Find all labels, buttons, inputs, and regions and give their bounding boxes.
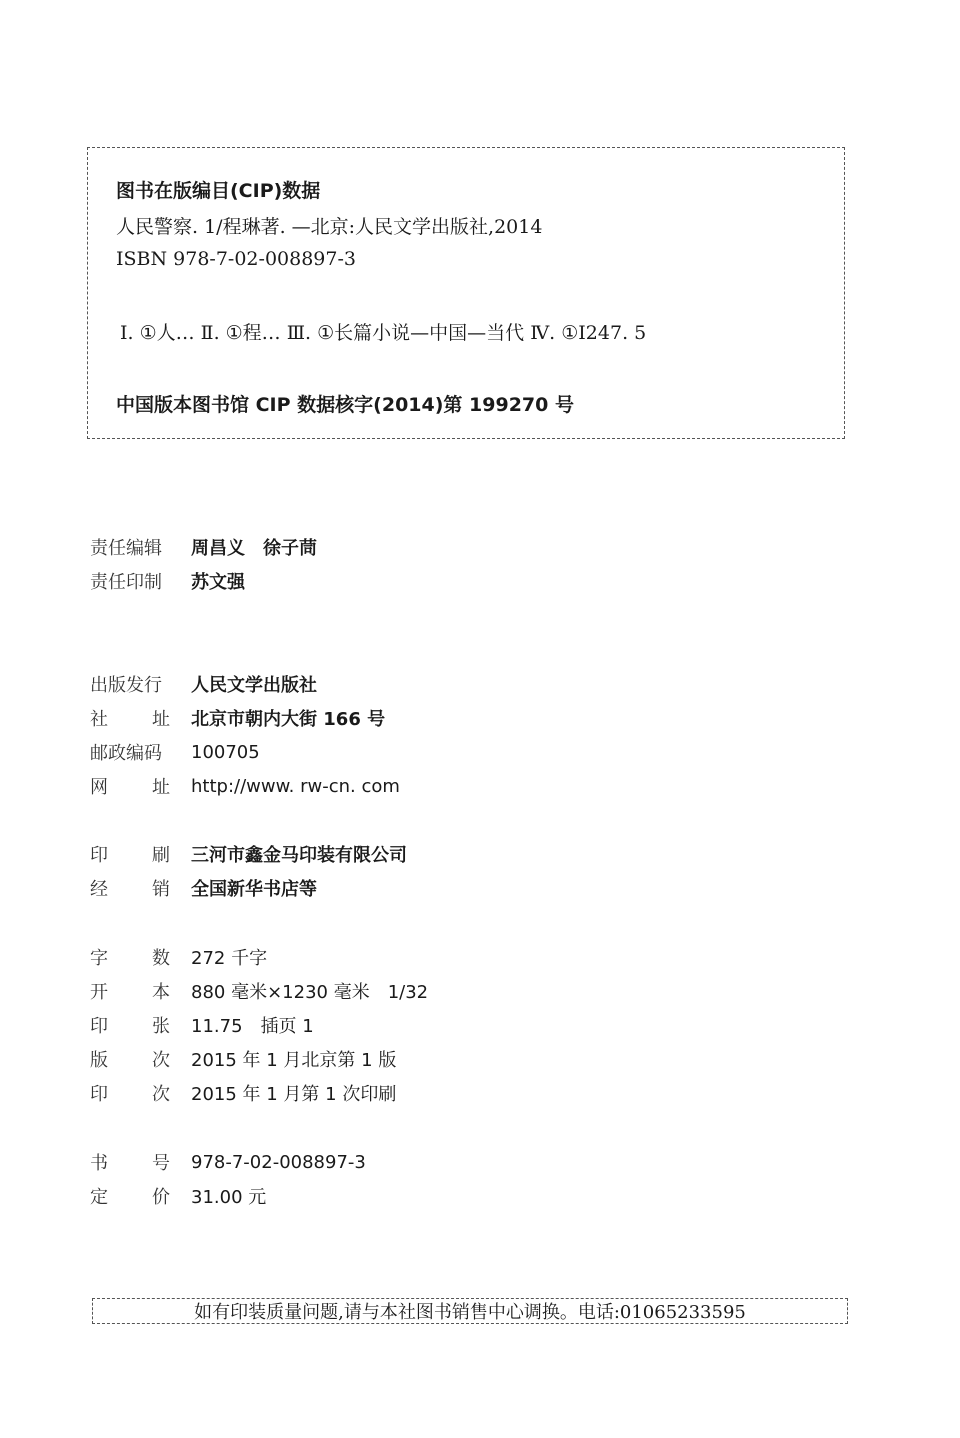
cip-classification: Ⅰ. ①人… Ⅱ. ①程… Ⅲ. ①长篇小说—中国—当代 Ⅳ. ①I247. 5 (120, 322, 647, 344)
price-label-a: 定 (90, 1187, 108, 1208)
sheets-label (90, 1012, 170, 1038)
website-label-b: 址 (152, 777, 170, 798)
distributor-label (90, 875, 170, 901)
cip-description: 人民警察. 1/程琳著. —北京:人民文学出版社,2014 (116, 216, 543, 238)
impression-row (90, 1080, 396, 1106)
price-label-b: 价 (152, 1187, 170, 1208)
publisher-row (90, 671, 317, 697)
cip-isbn: ISBN 978-7-02-008897-3 (116, 248, 356, 270)
book-number-row (90, 1149, 366, 1175)
book-number-label-a: 书 (90, 1153, 108, 1174)
impression-label (90, 1080, 170, 1106)
cip-record-number: 中国版本图书馆 CIP 数据核字(2014)第 199270 号 (116, 394, 574, 416)
website-label (90, 773, 170, 799)
edition-label-a: 版 (90, 1050, 108, 1071)
postcode-row (90, 739, 260, 765)
distributor-row (90, 875, 317, 901)
editor-row (90, 534, 317, 560)
postcode-label: 邮政编码 (90, 743, 162, 764)
address-row (90, 705, 385, 731)
price-row (90, 1183, 266, 1209)
address-label-b: 址 (152, 709, 170, 730)
price-label (90, 1183, 170, 1209)
distributor-label-b: 销 (152, 879, 170, 900)
edition-label-b: 次 (152, 1050, 170, 1071)
cip-data-box (87, 147, 845, 439)
word-count-value: 272 千字 (191, 948, 268, 969)
publisher-value: 人民文学出版社 (191, 675, 317, 696)
printer-row (90, 841, 407, 867)
sheets-row (90, 1012, 314, 1038)
print-manager-row (90, 568, 245, 594)
format-label-a: 开 (90, 982, 108, 1003)
distributor-label-a: 经 (90, 879, 108, 900)
sheets-value: 11.75 插页 1 (191, 1016, 314, 1037)
sheets-label-a: 印 (90, 1016, 108, 1037)
print-manager-label: 责任印制 (90, 572, 162, 593)
publisher-label: 出版发行 (90, 675, 162, 696)
format-label-b: 本 (152, 982, 170, 1003)
address-label-a: 社 (90, 709, 108, 730)
quality-notice: 如有印装质量问题,请与本社图书销售中心调换。电话:01065233595 (92, 1298, 848, 1324)
editor-value: 周昌义 徐子茼 (191, 538, 317, 559)
edition-label (90, 1046, 170, 1072)
word-count-label (90, 944, 170, 970)
editor-label: 责任编辑 (90, 538, 162, 559)
word-count-label-a: 字 (90, 948, 108, 969)
website-row (90, 773, 400, 799)
printer-value: 三河市鑫金马印装有限公司 (191, 845, 407, 866)
word-count-row (90, 944, 267, 970)
cip-title: 图书在版编目(CIP)数据 (116, 180, 321, 202)
edition-row (90, 1046, 396, 1072)
address-value: 北京市朝内大街 166 号 (191, 709, 386, 730)
address-label (90, 705, 170, 731)
print-manager-value: 苏文强 (191, 572, 245, 593)
price-value: 31.00 元 (191, 1187, 267, 1208)
book-number-label-b: 号 (152, 1153, 170, 1174)
format-label (90, 978, 170, 1004)
website-label-a: 网 (90, 777, 108, 798)
sheets-label-b: 张 (152, 1016, 170, 1037)
distributor-value: 全国新华书店等 (191, 879, 317, 900)
printer-label-a: 印 (90, 845, 108, 866)
impression-value: 2015 年 1 月第 1 次印刷 (191, 1084, 397, 1105)
book-number-value: 978-7-02-008897-3 (191, 1151, 366, 1173)
format-value: 880 毫米×1230 毫米 1/32 (191, 982, 429, 1003)
printer-label (90, 841, 170, 867)
postcode-value: 100705 (191, 741, 260, 763)
format-row (90, 978, 428, 1004)
printer-label-b: 刷 (152, 845, 170, 866)
website-value: http://www. rw-cn. com (191, 775, 400, 797)
word-count-label-b: 数 (152, 948, 170, 969)
impression-label-b: 次 (152, 1084, 170, 1105)
impression-label-a: 印 (90, 1084, 108, 1105)
book-number-label (90, 1149, 170, 1175)
edition-value: 2015 年 1 月北京第 1 版 (191, 1050, 397, 1071)
